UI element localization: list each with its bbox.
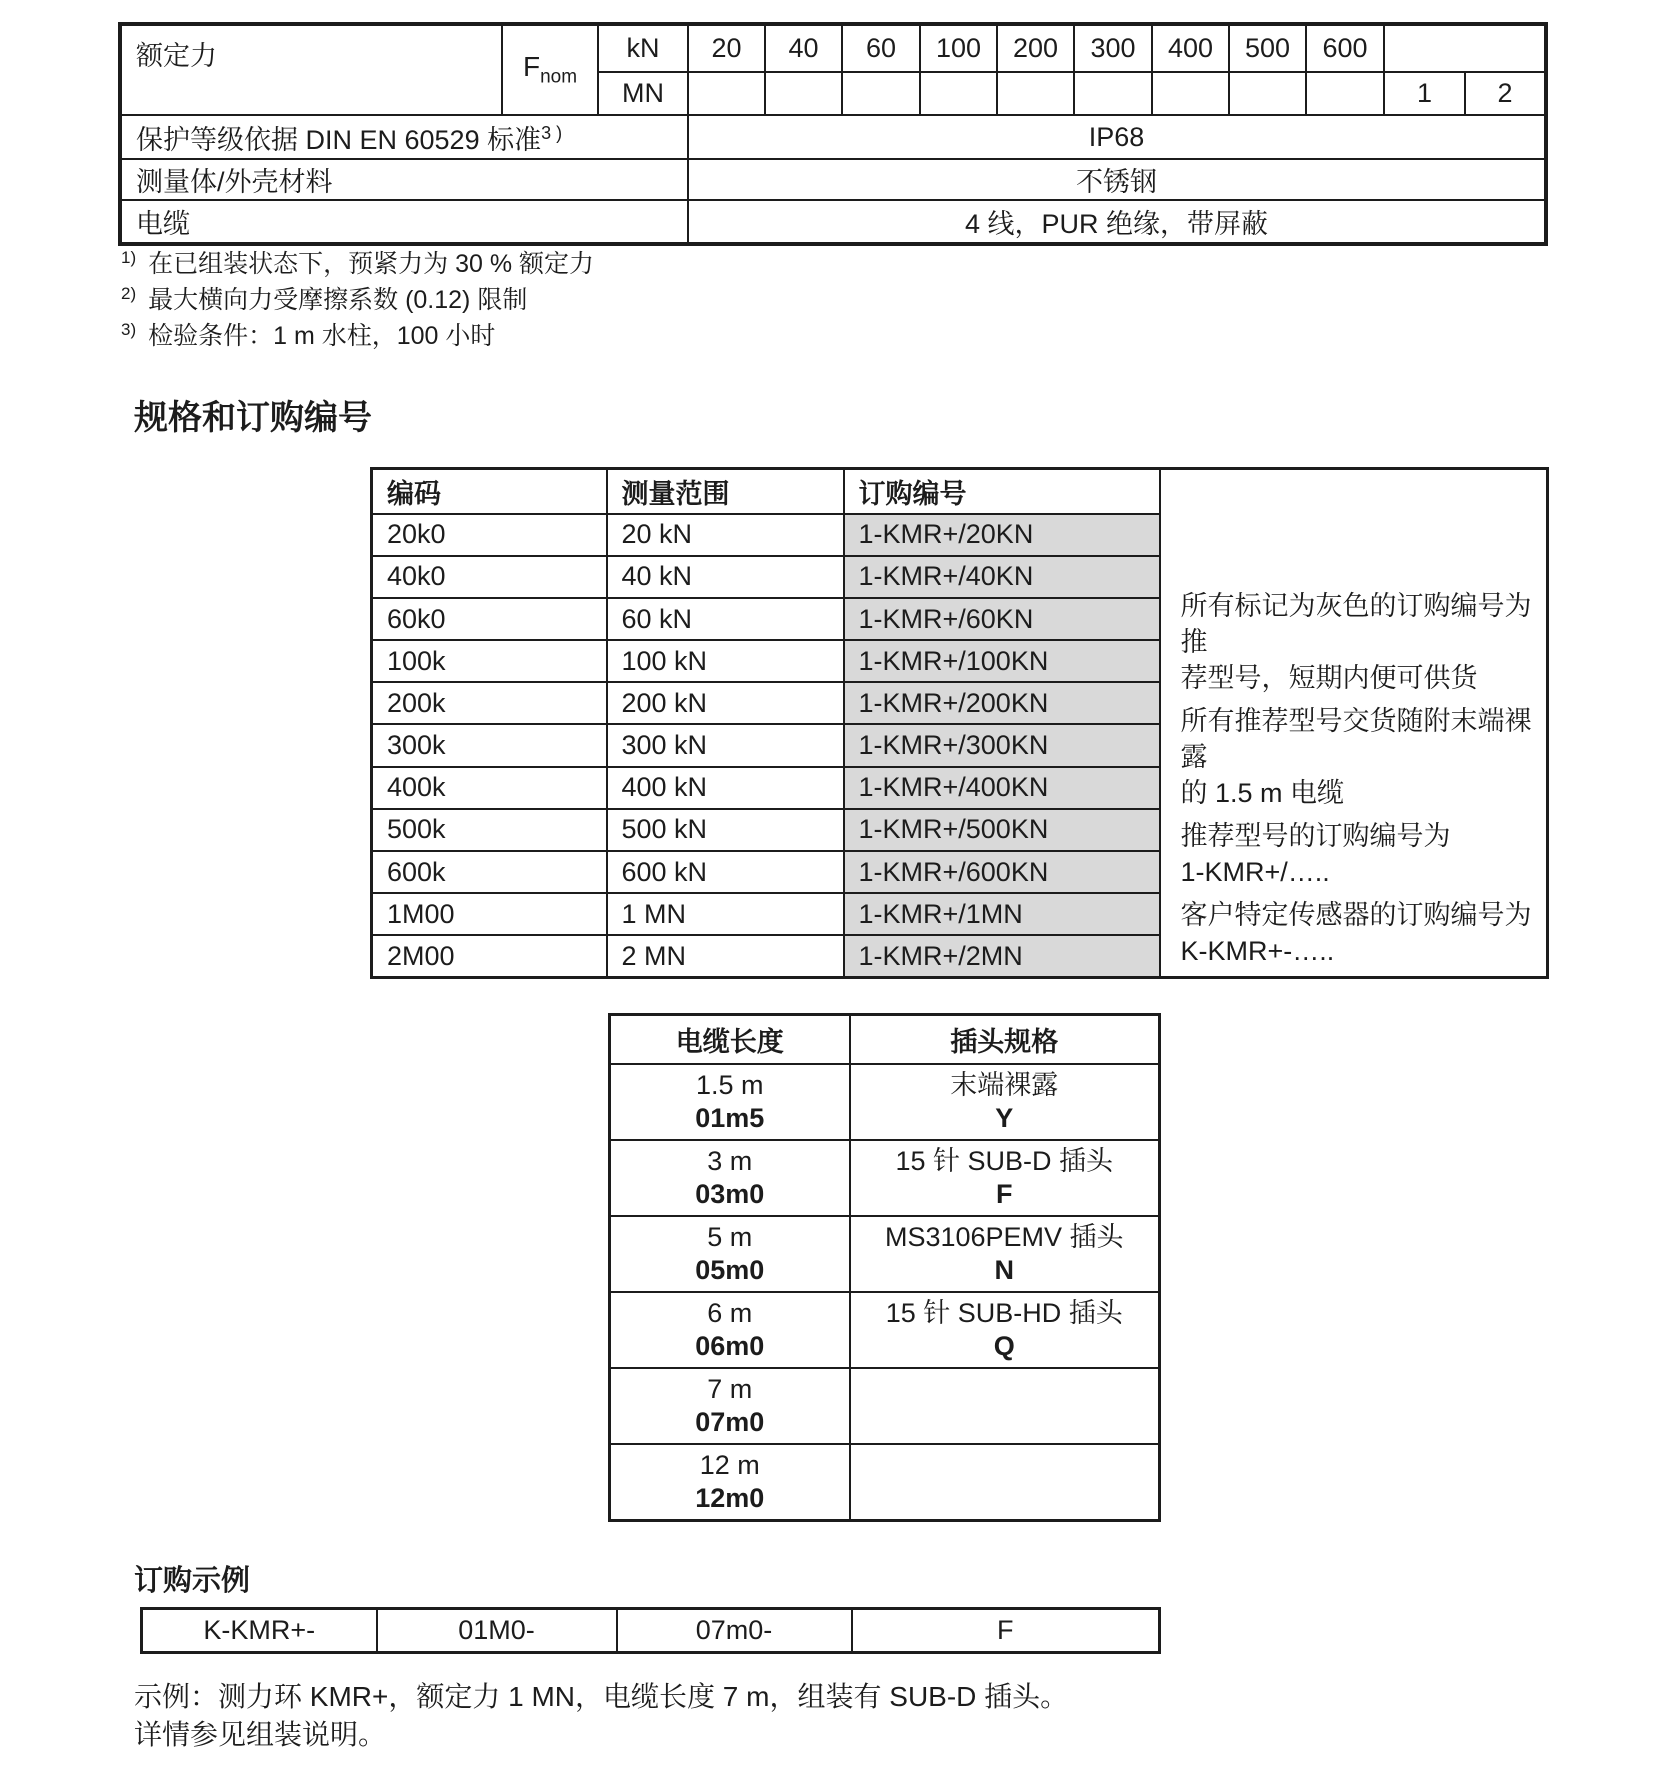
order-number-cell: 1-KMR+/40KN [844, 556, 1160, 598]
footnote-ref: 3 ) [541, 122, 563, 143]
order-header-code: 编码 [372, 469, 607, 514]
order-example-table [140, 1607, 1161, 1654]
cable-plug-cell [850, 1368, 1160, 1444]
order-number-cell: 1-KMR+/2MN [844, 935, 1160, 977]
cable-plug-cell: 15 针 SUB-D 插头 F [850, 1140, 1160, 1216]
order-code-cell: 200k [372, 682, 607, 724]
order-example-title: 订购示例 [134, 1565, 251, 1597]
order-code-cell: 20k0 [372, 514, 607, 556]
order-code-cell: 100k [372, 640, 607, 682]
property-label: 测量体/外壳材料 [120, 159, 688, 200]
note-paragraph: 所有推荐型号交货随附末端裸露 的 1.5 m 电缆 [1180, 706, 1532, 808]
unit-kn: kN [598, 24, 688, 72]
order-header-number: 订购编号 [844, 469, 1160, 514]
kn-value: 300 [1074, 24, 1152, 72]
empty-cell [688, 72, 765, 115]
order-range-cell: 1 MN [607, 893, 844, 935]
cable-row [610, 1216, 1160, 1292]
cable-row [610, 1444, 1160, 1521]
cable-header-plug: 插头规格 [850, 1015, 1160, 1065]
cable-row [610, 1292, 1160, 1368]
kn-value: 40 [765, 24, 842, 72]
rated-force-label: 额定力 [120, 24, 502, 115]
order-number-cell: 1-KMR+/20KN [844, 514, 1160, 556]
order-code-cell: 600k [372, 851, 607, 893]
order-range-cell: 2 MN [607, 935, 844, 977]
order-code-cell: 40k0 [372, 556, 607, 598]
example-cell: 01M0- [377, 1609, 617, 1653]
footnote: $^{3)}$ 检验条件：1 m 水柱，100 小时 [121, 319, 496, 350]
order-number-cell: 1-KMR+/400KN [844, 767, 1160, 809]
order-header-range: 测量范围 [607, 469, 844, 514]
kn-value: 400 [1152, 24, 1229, 72]
cable-plug-cell: MS3106PEMV 插头 N [850, 1216, 1160, 1292]
cable-plug-cell: 15 针 SUB-HD 插头 Q [850, 1292, 1160, 1368]
cable-plug-cell [850, 1444, 1160, 1521]
order-number-cell: 1-KMR+/100KN [844, 640, 1160, 682]
footnote: $^{2)}$ 最大横向力受摩擦系数 (0.12) 限制 [121, 283, 528, 314]
order-range-cell: 20 kN [607, 514, 844, 556]
order-range-cell: 300 kN [607, 724, 844, 766]
cable-row [610, 1140, 1160, 1216]
fnom-symbol: $F_{nom}$ [502, 24, 598, 115]
kn-value: 60 [842, 24, 920, 72]
order-number-cell: 1-KMR+/600KN [844, 851, 1160, 893]
order-code-cell: 300k [372, 724, 607, 766]
footnotes [121, 247, 595, 358]
example-cell: F [852, 1609, 1160, 1653]
order-number-table [370, 467, 1549, 979]
example-cell: 07m0- [617, 1609, 852, 1653]
empty-cell [1384, 24, 1546, 72]
order-code-cell: 500k [372, 809, 607, 851]
note-paragraph: 所有标记为灰色的订购编号为推 荐型号，短期内便可供货 [1180, 591, 1532, 693]
cable-plug-cell: 末端裸露 Y [850, 1064, 1160, 1140]
order-range-cell: 40 kN [607, 556, 844, 598]
cable-length-cell: 1.5 m 01m5 [610, 1064, 850, 1140]
note-paragraph: 推荐型号的订购编号为 1-KMR+/….. [1180, 821, 1451, 887]
rated-force-table [118, 22, 1548, 246]
property-value: 4 线，PUR 绝缘，带屏蔽 [688, 200, 1546, 244]
cable-length-cell: 7 m 07m0 [610, 1368, 850, 1444]
order-range-cell: 100 kN [607, 640, 844, 682]
order-code-cell: 400k [372, 767, 607, 809]
example-cell: K-KMR+- [142, 1609, 377, 1653]
order-range-cell: 200 kN [607, 682, 844, 724]
order-range-cell: 60 kN [607, 598, 844, 640]
kn-value: 200 [997, 24, 1074, 72]
cable-row [610, 1368, 1160, 1444]
unit-mn: MN [598, 72, 688, 115]
cable-row [610, 1064, 1160, 1140]
order-range-cell: 500 kN [607, 809, 844, 851]
property-label: 保护等级依据 DIN EN 60529 标准$^{3 )}$ [120, 115, 688, 159]
order-code-cell: 1M00 [372, 893, 607, 935]
property-value: 不锈钢 [688, 159, 1546, 200]
order-number-cell: 1-KMR+/500KN [844, 809, 1160, 851]
note-paragraph: 客户特定传感器的订购编号为 K-KMR+-….. [1180, 900, 1532, 966]
kn-value: 500 [1229, 24, 1306, 72]
kn-value: 600 [1306, 24, 1384, 72]
property-value: IP68 [688, 115, 1546, 159]
mn-value: 1 [1384, 72, 1465, 115]
order-number-cell: 1-KMR+/60KN [844, 598, 1160, 640]
order-number-cell: 1-KMR+/200KN [844, 682, 1160, 724]
mn-value: 2 [1465, 72, 1546, 115]
order-number-cell: 1-KMR+/1MN [844, 893, 1160, 935]
kn-value: 20 [688, 24, 765, 72]
cable-length-cell: 6 m 06m0 [610, 1292, 850, 1368]
cable-length-cell: 12 m 12m0 [610, 1444, 850, 1521]
kn-value: 100 [920, 24, 997, 72]
section-title: 规格和订购编号 [134, 399, 372, 437]
footnote: $^{1)}$ 在已组装状态下，预紧力为 30 % 额定力 [121, 247, 595, 278]
cable-length-cell: 5 m 05m0 [610, 1216, 850, 1292]
order-number-cell: 1-KMR+/300KN [844, 724, 1160, 766]
order-range-cell: 400 kN [607, 767, 844, 809]
property-label: 电缆 [120, 200, 688, 244]
cable-length-cell: 3 m 03m0 [610, 1140, 850, 1216]
example-description: 示例：测力环 KMR+，额定力 1 MN，电缆长度 7 m，组装有 SUB-D 插头。 详情参见组装说明。 [134, 1681, 1069, 1750]
cable-header-length: 电缆长度 [610, 1015, 850, 1065]
order-range-cell: 600 kN [607, 851, 844, 893]
order-code-cell: 2M00 [372, 935, 607, 977]
order-notes [1160, 469, 1548, 978]
order-code-cell: 60k0 [372, 598, 607, 640]
cable-plug-table [608, 1013, 1161, 1522]
